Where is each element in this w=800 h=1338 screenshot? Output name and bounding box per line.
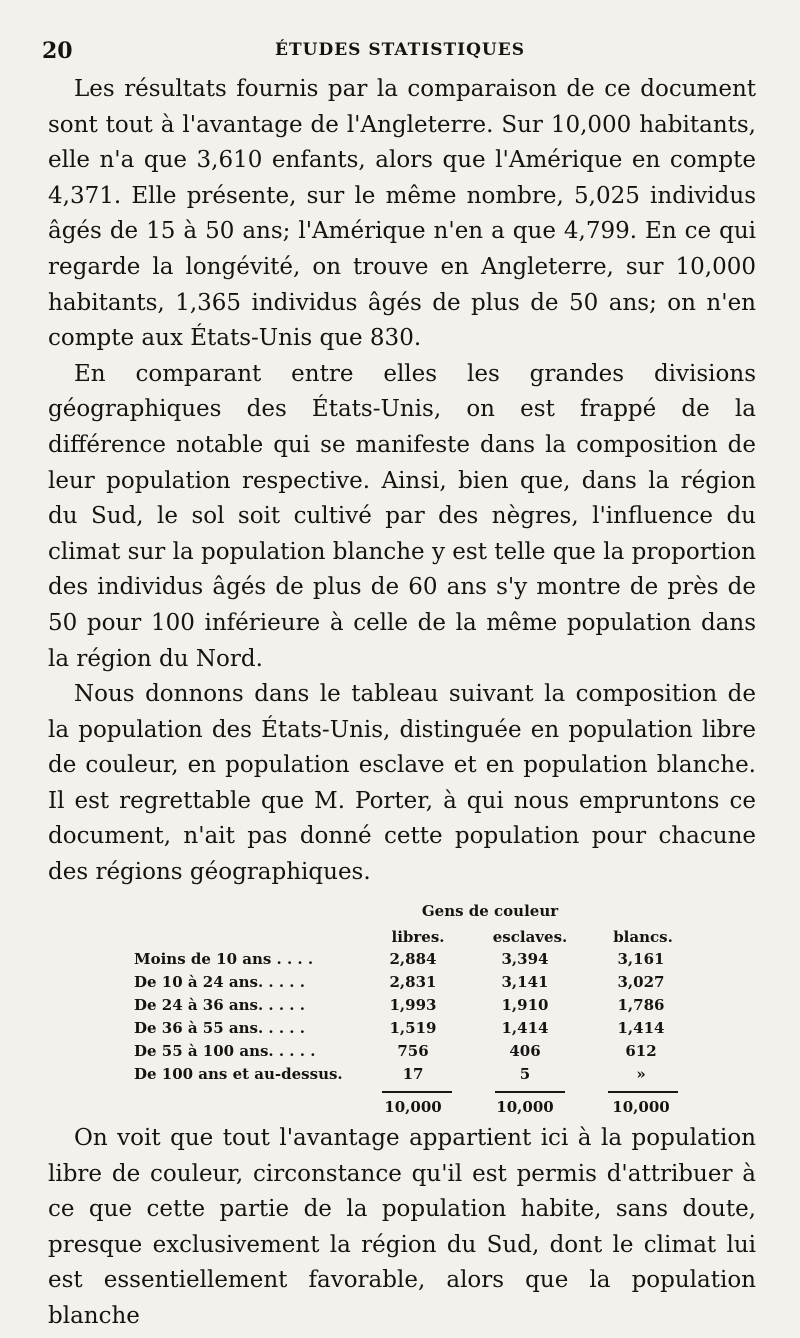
total-cell: 10,000 [496,1098,554,1116]
table-cell: 1,519 [389,1019,437,1037]
column-header-esclaves: esclaves. [492,928,568,946]
total-rule [608,1091,678,1093]
total-rule [495,1091,565,1093]
row-label: De 24 à 36 ans. . . . . [134,996,305,1014]
table-cell: 1,993 [389,996,437,1014]
table-cell: 756 [397,1042,429,1060]
total-rule [382,1091,452,1093]
running-title: ÉTUDES STATISTIQUES [275,40,525,60]
paragraph: Nous donnons dans le tableau suivant la composition de la population des États-Unis, distinguée en population libre de couleur, en population esclave et en population blanche. Il est regrettable que M. Porter, à qui nous empruntons ce document, n'ait pas donné cette population pour chacune des régions géographiques. [48,681,756,886]
page-number: 20 [42,38,73,64]
table-cell: 3,161 [617,950,665,968]
row-label: Moins de 10 ans . . . . [134,950,314,968]
table-group-header: Gens de couleur [421,902,559,920]
column-header-blancs: blancs. [613,928,673,946]
total-cell: 10,000 [612,1098,670,1116]
table-cell: 1,910 [501,996,549,1014]
body-text-bottom [48,1121,756,1335]
row-label: De 100 ans et au-dessus. [134,1065,343,1083]
body-text-top [48,72,756,891]
table-cell: 1,414 [501,1019,549,1037]
column-header-libres: libres. [391,928,445,946]
paragraph: On voit que tout l'avantage appartient ici à la population libre de couleur, circonstance qu'il est permis d'attribuer à ce que cette partie de la population habite, sans doute, presque exclusivement la région du Sud, dont le climat lui est essentiellement favorable, alors que la population blanche [48,1125,756,1329]
row-label: De 55 à 100 ans. . . . . [134,1042,316,1060]
paragraph: Les résultats fournis par la comparaison de ce document sont tout à l'avantage de l'Angleterre. Sur 10,000 habitants, elle n'a que 3,610 enfants, alors que l'Amérique en compte 4,371. Elle présente, sur le même nombre, 5,025 individus âgés de 15 à 50 ans; l'Amérique n'en a que 4,799. En ce qui regarde la longévité, on trouve en Angleterre, sur 10,000 habitants, 1,365 individus âgés de plus de 50 ans; on n'en compte aux États-Unis que 830. [48,76,756,352]
table-cell: 17 [402,1065,424,1083]
total-cell: 10,000 [384,1098,442,1116]
table-cell: 1,786 [617,996,665,1014]
row-label: De 10 à 24 ans. . . . . [134,973,305,991]
table-cell: 2,884 [389,950,437,968]
population-table [120,902,700,1122]
table-cell: 3,394 [501,950,549,968]
running-head [40,36,760,66]
table-cell: 406 [509,1042,541,1060]
paragraph: En comparant entre elles les grandes divisions géographiques des États-Unis, on est frappé de la différence notable qui se manifeste dans la composition de leur population respective. Ainsi, bien que, dans la région du Sud, le sol soit cultivé par des nègres, l'influence du climat sur la population blanche y est telle que la proportion des individus âgés de plus de 60 ans s'y montre de près de 50 pour 100 inférieure à celle de la même population dans la région du Nord. [48,360,756,672]
row-label: De 36 à 55 ans. . . . . [134,1019,305,1037]
table-cell: » [636,1065,646,1083]
table-cell: 612 [625,1042,657,1060]
table-cell: 3,141 [501,973,549,991]
table-cell: 5 [519,1065,531,1083]
table-cell: 3,027 [617,973,665,991]
table-cell: 2,831 [389,973,437,991]
table-cell: 1,414 [617,1019,665,1037]
